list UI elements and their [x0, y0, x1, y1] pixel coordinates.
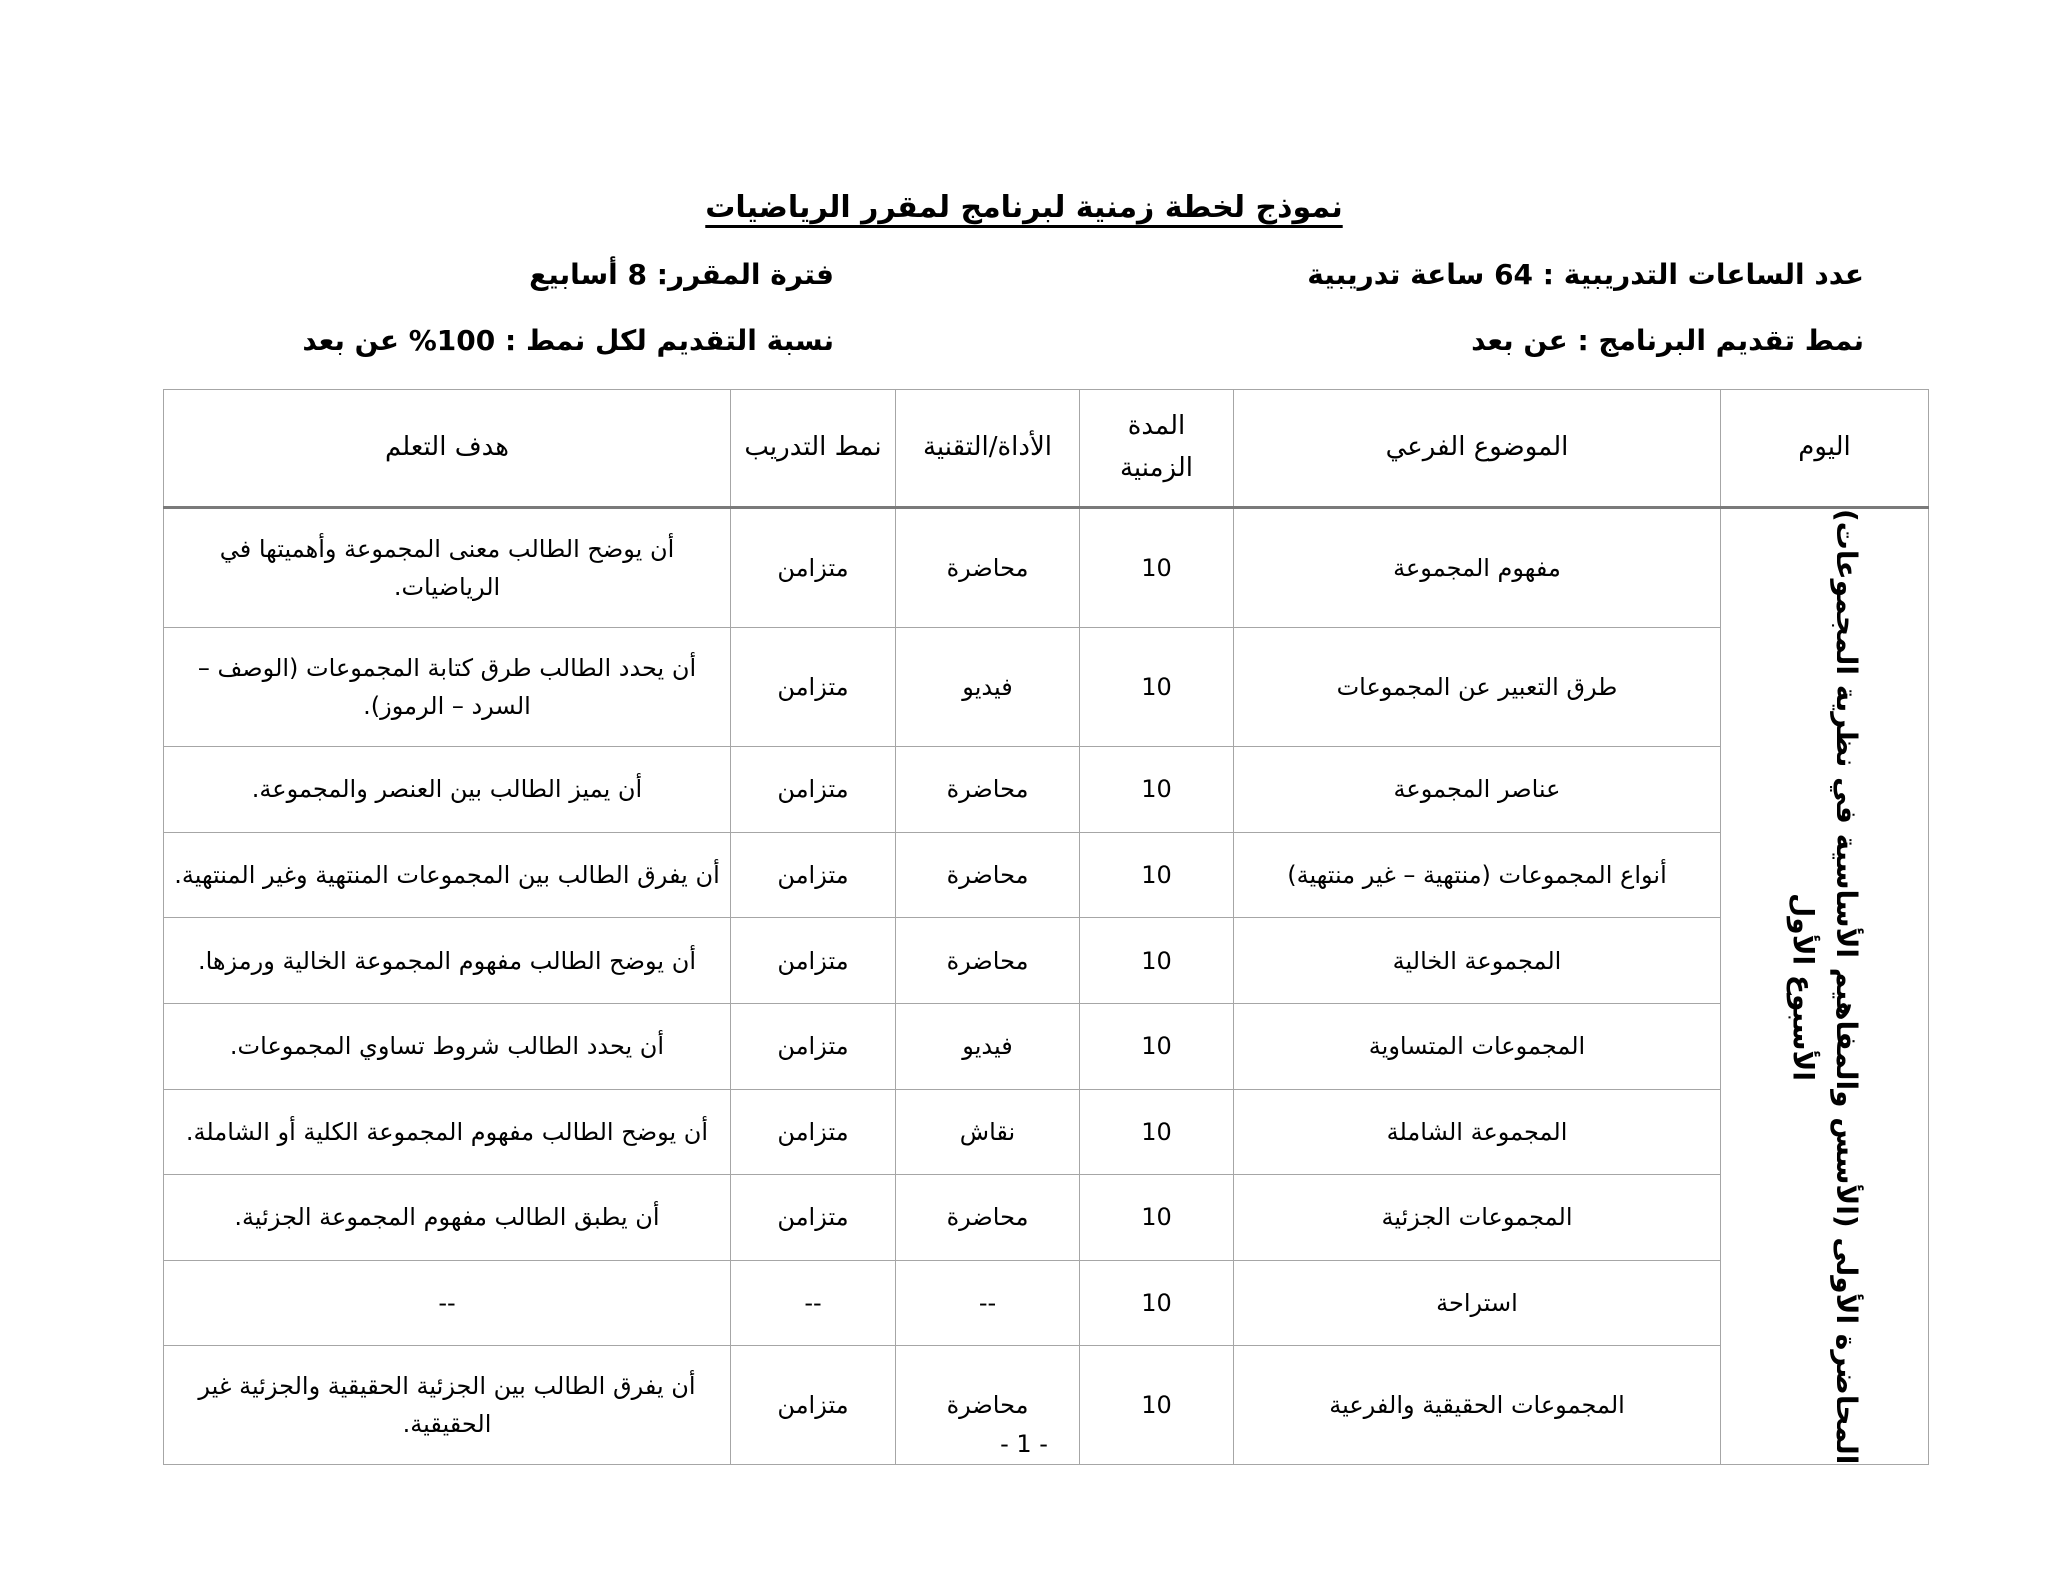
page-number: - 1 -	[1000, 1430, 1048, 1458]
duration-cell: 10	[1080, 1175, 1234, 1261]
mode-cell: متزامن	[731, 628, 896, 747]
mode-cell: متزامن	[731, 918, 896, 1004]
tool-cell: فيديو	[896, 628, 1080, 747]
tool-cell: محاضرة	[896, 918, 1080, 1004]
objective-cell: أن يحدد الطالب طرق كتابة المجموعات (الوصف – السرد – الرموز).	[164, 628, 731, 747]
delivery-mode: نمط تقديم البرنامج : عن بعد	[1471, 324, 1864, 357]
subtopic-cell: عناصر المجموعة	[1234, 747, 1721, 833]
subtopic-cell: أنواع المجموعات (منتهية – غير منتهية)	[1234, 832, 1721, 918]
duration-cell: 10	[1080, 1004, 1234, 1090]
delivery-ratio: نسبة التقديم لكل نمط : 100% عن بعد	[302, 324, 834, 357]
subtopic-cell: المجموعات المتساوية	[1234, 1004, 1721, 1090]
objective-cell: أن يميز الطالب بين العنصر والمجموعة.	[164, 747, 731, 833]
table-row	[164, 832, 1929, 918]
objective-cell: أن يفرق الطالب بين الجزئية الحقيقية والجزئية غير الحقيقية.	[164, 1346, 731, 1465]
day-cell	[1721, 508, 1929, 1465]
header-tool: الأداة/التقنية	[896, 390, 1080, 508]
table-row	[164, 1260, 1929, 1346]
training-hours: عدد الساعات التدريبية : 64 ساعة تدريبية	[1307, 258, 1864, 291]
objective-cell: أن يوضح الطالب معنى المجموعة وأهميتها في الرياضيات.	[164, 508, 731, 628]
day-label-line2: الأسبوع الأول	[1786, 892, 1820, 1081]
objective-cell: أن يحدد الطالب شروط تساوي المجموعات.	[164, 1004, 731, 1090]
day-label	[1781, 509, 1868, 1464]
duration-cell: 10	[1080, 1260, 1234, 1346]
tool-cell: --	[896, 1260, 1080, 1346]
subtopic-cell: المجموعة الشاملة	[1234, 1089, 1721, 1175]
day-label-line1: المحاضرة الأولى (الأسس والمفاهيم الأساسية في نظرية المجموعات)	[1829, 509, 1863, 1465]
table-row	[164, 508, 1929, 628]
table-row	[164, 1175, 1929, 1261]
objective-cell: --	[164, 1260, 731, 1346]
tool-cell: محاضرة	[896, 747, 1080, 833]
mode-cell: متزامن	[731, 1004, 896, 1090]
header-duration: المدة الزمنية	[1080, 390, 1234, 508]
table-row	[164, 918, 1929, 1004]
table-row	[164, 747, 1929, 833]
mode-cell: متزامن	[731, 747, 896, 833]
table-row	[164, 1004, 1929, 1090]
duration-cell: 10	[1080, 1089, 1234, 1175]
subtopic-cell: المجموعات الجزئية	[1234, 1175, 1721, 1261]
duration-cell: 10	[1080, 832, 1234, 918]
table-header-row	[164, 390, 1929, 508]
schedule-table	[163, 389, 1929, 1465]
objective-cell: أن يوضح الطالب مفهوم المجموعة الكلية أو الشاملة.	[164, 1089, 731, 1175]
objective-cell: أن يوضح الطالب مفهوم المجموعة الخالية ورمزها.	[164, 918, 731, 1004]
header-objective: هدف التعلم	[164, 390, 731, 508]
header-day: اليوم	[1721, 390, 1929, 508]
table-row	[164, 628, 1929, 747]
tool-cell: محاضرة	[896, 832, 1080, 918]
mode-cell: --	[731, 1260, 896, 1346]
subtopic-cell: المجموعات الحقيقية والفرعية	[1234, 1346, 1721, 1465]
document-title-text: نموذج لخطة زمنية لبرنامج لمقرر الرياضيات	[705, 190, 1343, 225]
duration-cell: 10	[1080, 508, 1234, 628]
mode-cell: متزامن	[731, 832, 896, 918]
subtopic-cell: مفهوم المجموعة	[1234, 508, 1721, 628]
subtopic-cell: استراحة	[1234, 1260, 1721, 1346]
document-title	[0, 190, 2048, 225]
tool-cell: محاضرة	[896, 1175, 1080, 1261]
mode-cell: متزامن	[731, 508, 896, 628]
objective-cell: أن يفرق الطالب بين المجموعات المنتهية وغير المنتهية.	[164, 832, 731, 918]
mode-cell: متزامن	[731, 1089, 896, 1175]
course-duration: فترة المقرر: 8 أسابيع	[529, 258, 834, 291]
tool-cell: محاضرة	[896, 508, 1080, 628]
duration-cell: 10	[1080, 1346, 1234, 1465]
mode-cell: متزامن	[731, 1346, 896, 1465]
mode-cell: متزامن	[731, 1175, 896, 1261]
objective-cell: أن يطبق الطالب مفهوم المجموعة الجزئية.	[164, 1175, 731, 1261]
tool-cell: فيديو	[896, 1004, 1080, 1090]
duration-cell: 10	[1080, 918, 1234, 1004]
duration-cell: 10	[1080, 747, 1234, 833]
subtopic-cell: طرق التعبير عن المجموعات	[1234, 628, 1721, 747]
tool-cell: نقاش	[896, 1089, 1080, 1175]
table-row	[164, 1089, 1929, 1175]
header-subtopic: الموضوع الفرعي	[1234, 390, 1721, 508]
subtopic-cell: المجموعة الخالية	[1234, 918, 1721, 1004]
duration-cell: 10	[1080, 628, 1234, 747]
tool-cell: محاضرة	[896, 1346, 1080, 1465]
header-training-mode: نمط التدريب	[731, 390, 896, 508]
